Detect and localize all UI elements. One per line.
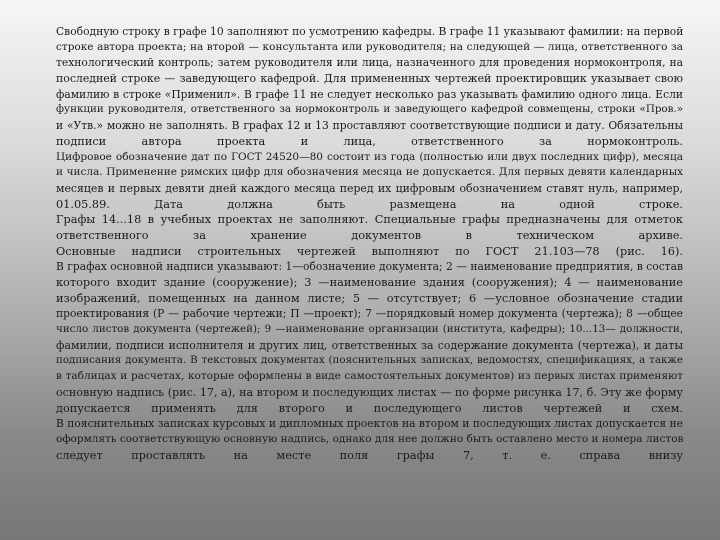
text-line: оформлять соответствующую основную надпись, однако для нее должно быть оставлено место и номера листов — [56, 432, 683, 445]
text-line: месяцев и первых девяти дней каждого месяца перед их цифровым обозначением ставят нуль, например, — [56, 181, 683, 195]
text-line: 01.05.89. Дата должна быть размещена на одной строке. — [56, 197, 683, 211]
text-line: В графах основной надписи указывают: 1—обозначение документа; 2 — наименование предприятия, в состав — [56, 260, 683, 274]
text-line: ответственного за хранение документов в техническом архиве. — [56, 228, 683, 242]
text-line: фамилию в строке «Применил». В графе 11 не следует несколько раз указывать фамилию одного лица. Если — [56, 87, 683, 101]
text-line: строке автора проекта; на второй — консультанта или руководителя; на следующей — лица, ответственного за — [56, 40, 683, 53]
text-line: фамилии, подписи исполнителя и других лиц, ответственных за содержание документа (чертежа), и даты — [56, 338, 683, 352]
text-line: число листов документа (чертежей); 9 —наименование организации (института, кафедры); 10...13— должности, — [56, 323, 683, 336]
text-line: изображений, помещенных на данном листе; 5 — отсутствует; 6 —условное обозначение стадии — [56, 291, 683, 305]
text-line: в таблицах и расчетах, которые оформлены в виде самостоятельных документов) из первых листах применяют — [56, 370, 683, 383]
text-line: В пояснительных записках курсовых и дипломных проектов на втором и последующих листах допускается не — [56, 417, 683, 431]
text-line: подписания документа. В текстовых документах (пояснительных записках, ведомостях, спецификациях, а также — [56, 354, 683, 367]
document-text — [56, 24, 683, 463]
text-line: последней строке — заведующего кафедрой. Для примененных чертежей проектировщик указывает свою — [56, 72, 683, 86]
text-line: Графы 14...18 в учебных проектах не заполняют. Специальные графы предназначены для отметок — [56, 213, 683, 227]
text-line: и «Утв.» можно не заполнять. В графах 12 и 13 проставляют соответствующие подписи и дату. Обязательны — [56, 119, 683, 133]
text-line: Цифровое обозначение дат по ГОСТ 24520—80 состоит из года (полностью или двух последних цифр), месяца — [56, 150, 683, 163]
text-line: основную надпись (рис. 17, а), на втором и последующих листах — по форме рисунка 17, б. Эту же форму — [56, 385, 683, 399]
text-line: Свободную строку в графе 10 заполняют по усмотрению кафедры. В графе 11 указывают фамилии: на первой — [56, 25, 683, 38]
text-line: подписи автора проекта и лица, ответственного за нормоконтроль. — [56, 134, 683, 148]
text-line: и числа. Применение римских цифр для обозначения месяца не допускается. Для первых девяти календарных — [56, 166, 683, 179]
text-line: функции руководителя, ответственного за нормоконтроль и заведующего кафедрой совмещены, строки «Пров.» — [56, 103, 683, 116]
text-line: допускается применять для второго и последующего листов чертежей и схем. — [56, 401, 683, 415]
text-line: которого входит здание (сооружение); 3 —наименование здания (сооружения); 4 — наименование — [56, 276, 683, 289]
text-line: технологический контроль; затем руководителя или лица, назначенного для проведения нормоконтроля, на — [56, 56, 683, 70]
text-line: Основные надписи строительных чертежей выполняют по ГОСТ 21.103—78 (рис. 16). — [56, 244, 683, 258]
text-line: проектирования (Р — рабочие чертежи; П —проект); 7 —порядковый номер документа (чертежа); 8 —общее — [56, 307, 683, 321]
text-line: следует проставлять на месте поля графы 7, т. е. справа внизу — [56, 448, 683, 462]
